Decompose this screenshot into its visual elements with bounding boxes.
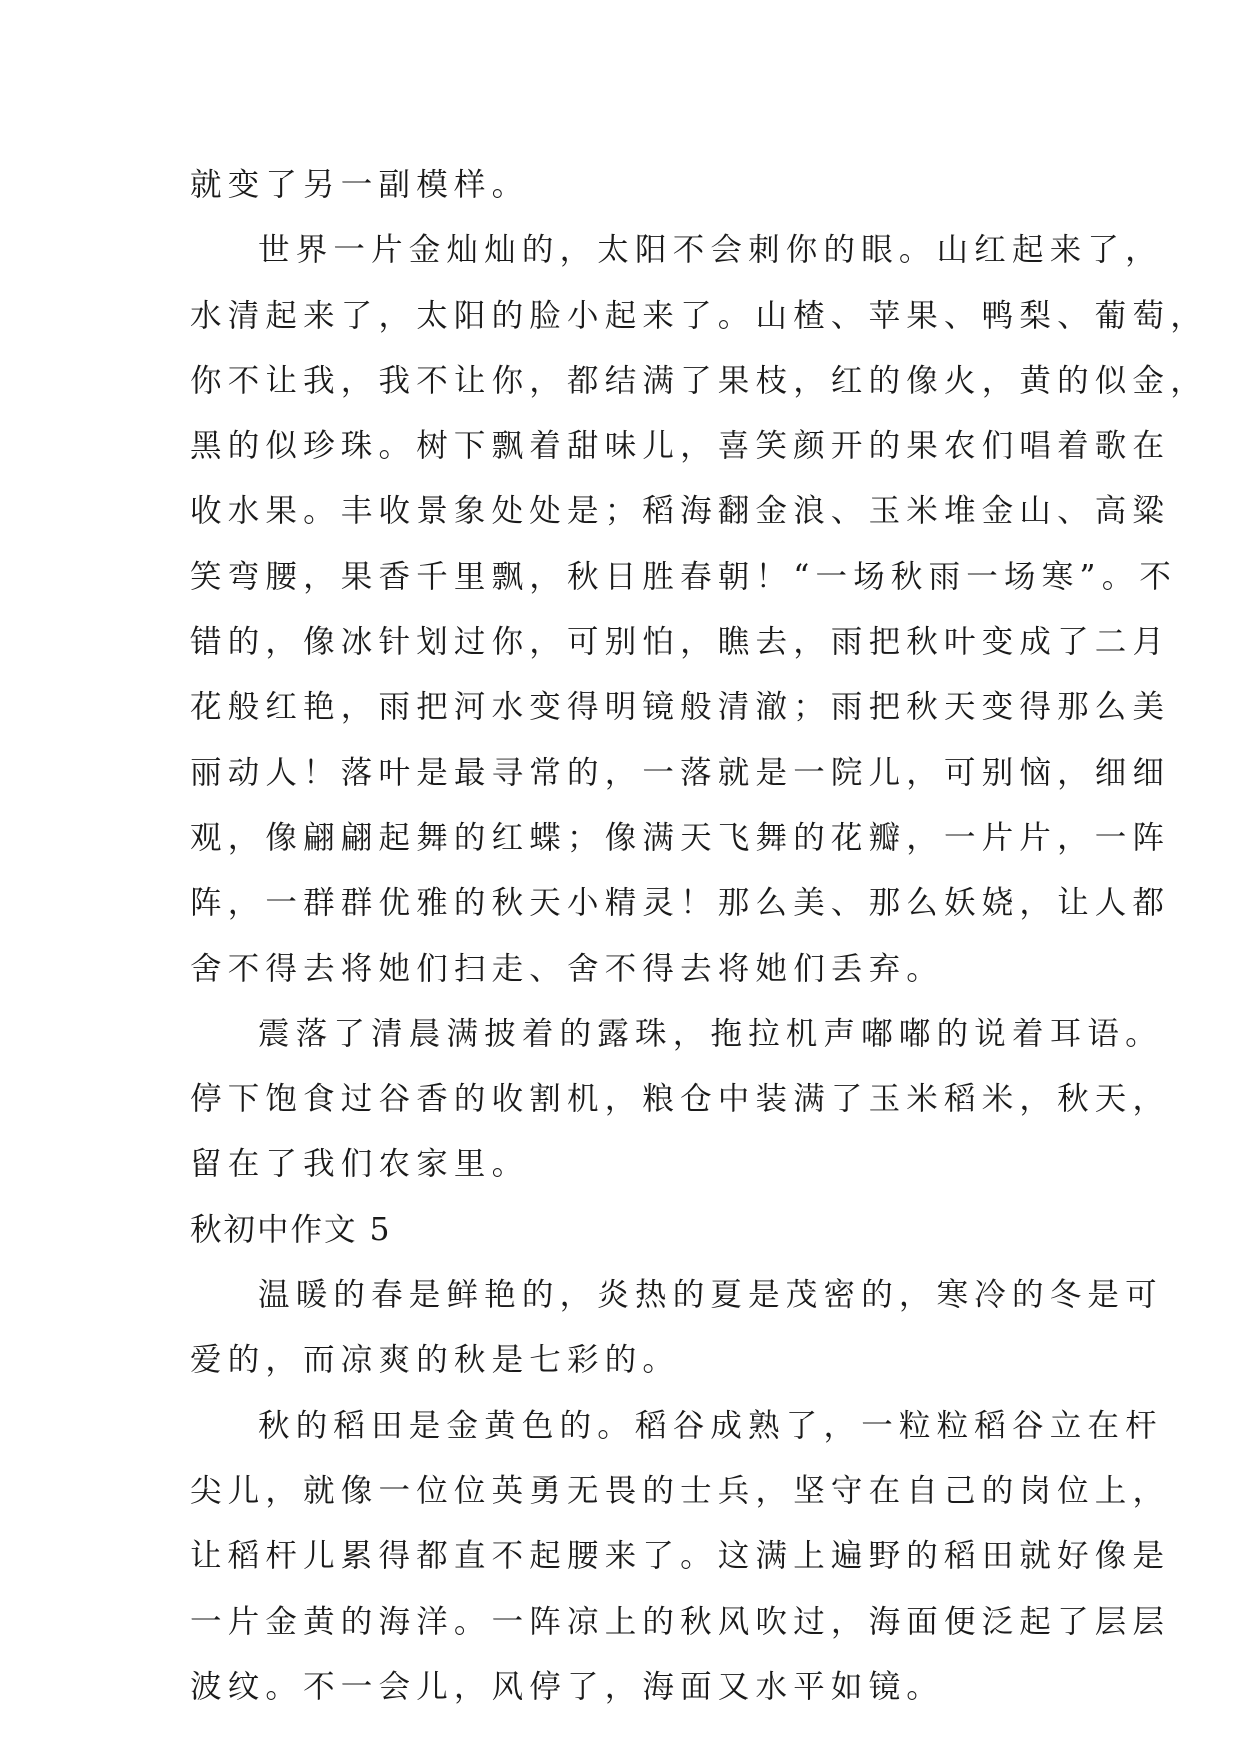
paragraph-line: 留在了我们农家里。 (190, 1146, 530, 1183)
paragraph-line: 震落了清晨满披着的露珠，拖拉机声嘟嘟的说着耳语。 (258, 1015, 1163, 1052)
paragraph-line: 花般红艳，雨把河水变得明镜般清澈；雨把秋天变得那么美 (190, 689, 1171, 726)
paragraph-line: 温暖的春是鲜艳的，炎热的夏是茂密的，寒冷的冬是可 (258, 1277, 1163, 1314)
paragraph-line: 收水果。丰收景象处处是；稻海翻金浪、玉米堆金山、高粱 (190, 493, 1171, 530)
paragraph-line: 爱的，而凉爽的秋是七彩的。 (190, 1342, 681, 1379)
paragraph-line: 错的，像冰针划过你，可别怕，瞧去，雨把秋叶变成了二月 (190, 624, 1171, 661)
paragraph-line: 水清起来了，太阳的脸小起来了。山楂、苹果、鸭梨、葡萄， (190, 297, 1208, 334)
paragraph-line: 观，像翩翩起舞的红蝶；像满天飞舞的花瓣，一片片，一阵 (190, 819, 1171, 856)
paragraph-line: 笑弯腰，果香千里飘，秋日胜春朝！“一场秋雨一场寒”。不 (190, 558, 1178, 595)
paragraph-line: 尖儿，就像一位位英勇无畏的士兵，坚守在自己的岗位上， (190, 1472, 1171, 1509)
paragraph-line: 丽动人！落叶是最寻常的，一落就是一院儿，可别恼，细细 (190, 754, 1171, 791)
paragraph-line: 黑的似珍珠。树下飘着甜味儿，喜笑颜开的果农们唱着歌在 (190, 428, 1171, 465)
article-body (190, 160, 1208, 1727)
paragraph-line: 你不让我，我不让你，都结满了果枝，红的像火，黄的似金， (190, 362, 1208, 399)
paragraph-line: 让稻杆儿累得都直不起腰来了。这满上遍野的稻田就好像是 (190, 1538, 1171, 1575)
paragraph-line: 世界一片金灿灿的，太阳不会刺你的眼。山红起来了， (258, 232, 1163, 269)
paragraph-line: 波纹。不一会儿，风停了，海面又水平如镜。 (190, 1668, 945, 1705)
paragraph-line: 一片金黄的海洋。一阵凉上的秋风吹过，海面便泛起了层层 (190, 1603, 1171, 1640)
paragraph-line: 就变了另一副模样。 (190, 167, 530, 203)
paragraph-line: 停下饱食过谷香的收割机，粮仓中装满了玉米稻米，秋天， (190, 1081, 1171, 1118)
paragraph-line: 阵，一群群优雅的秋天小精灵！那么美、那么妖娆，让人都 (190, 885, 1171, 922)
paragraph-line: 舍不得去将她们扫走、舍不得去将她们丢弃。 (190, 950, 945, 987)
section-heading: 秋初中作文 5 (190, 1211, 392, 1248)
paragraph-line: 秋的稻田是金黄色的。稻谷成熟了，一粒粒稻谷立在杆 (258, 1407, 1163, 1444)
